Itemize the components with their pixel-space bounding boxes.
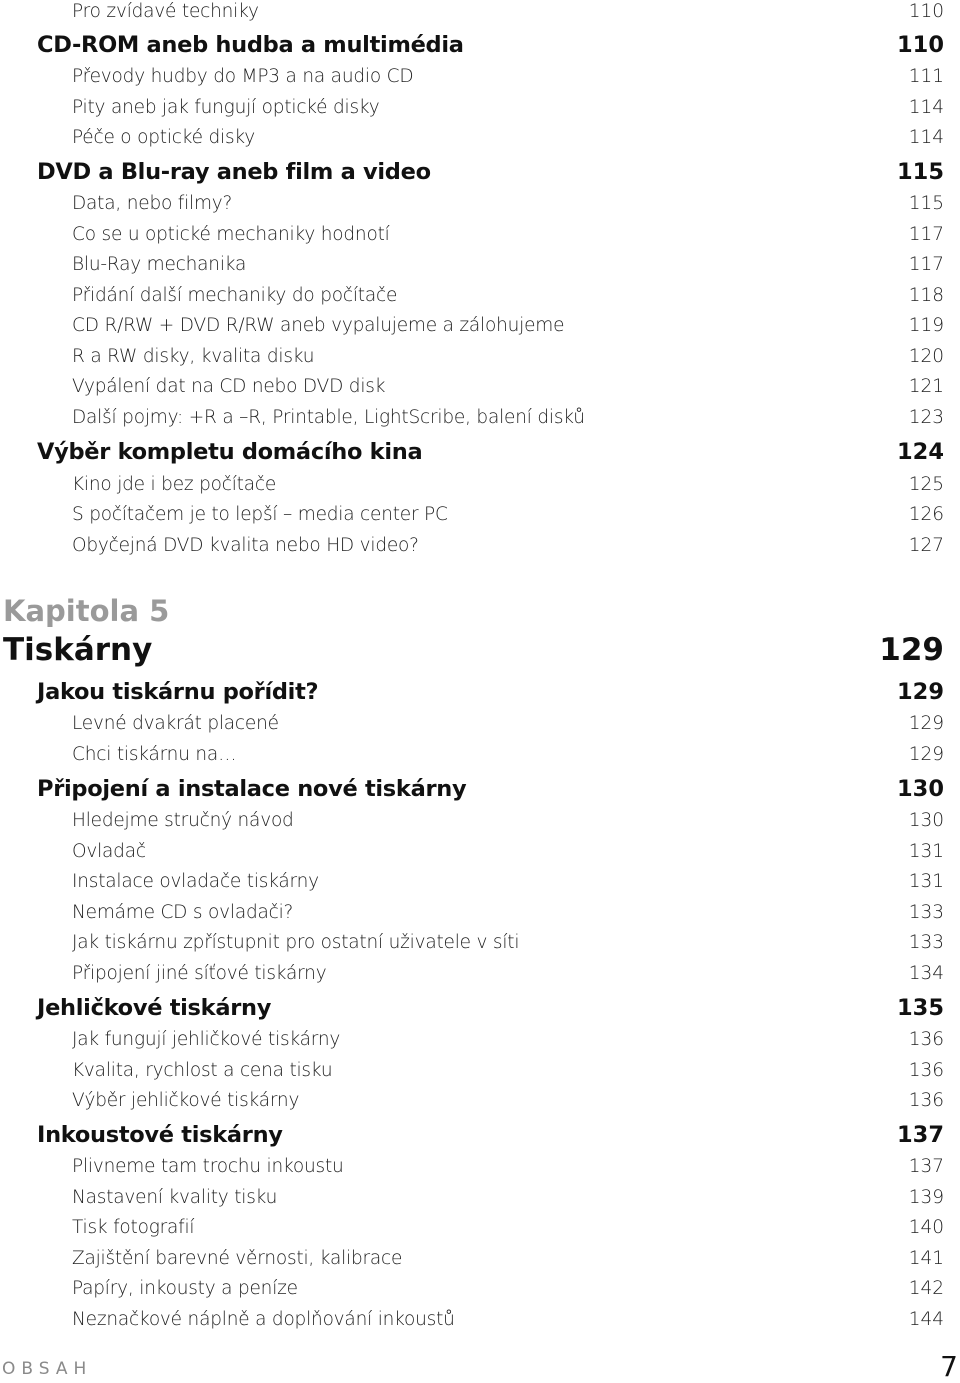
toc-entry-title: Kino jde i bez počítače (72, 474, 276, 495)
toc-section-page: 135 (897, 995, 944, 1021)
toc-entry (0, 962, 944, 986)
toc-entry (0, 931, 944, 955)
toc-entry (0, 1028, 944, 1052)
toc-entry-page: 130 (908, 810, 944, 831)
toc-entry-title: Plivneme tam trochu inkoustu (72, 1156, 344, 1177)
toc-entry (0, 901, 944, 925)
toc-section-title: Jehličkové tiskárny (37, 995, 272, 1021)
toc-entry-page: 131 (908, 871, 944, 892)
toc-entry (0, 1308, 944, 1332)
toc-entry-title: Tisk fotografií (72, 1217, 195, 1238)
toc-entry-page: 119 (908, 315, 944, 336)
toc-entry (0, 809, 944, 833)
toc-section-page: 124 (897, 439, 944, 465)
toc-section (0, 1120, 944, 1150)
toc-entry (0, 223, 944, 247)
toc-section-page: 129 (897, 679, 944, 705)
toc-entry (0, 192, 944, 216)
toc-entry-page: 123 (908, 407, 944, 428)
toc-entry (0, 314, 944, 338)
toc-entry-title: Data, nebo filmy? (72, 193, 233, 214)
toc-entry-page: 136 (908, 1090, 944, 1111)
toc-entry-title: Blu-Ray mechanika (72, 254, 247, 275)
toc-entry-title: Nemáme CD s ovladači? (72, 902, 294, 923)
toc-entry-title: Neznačkové náplně a doplňování inkoustů (72, 1309, 455, 1330)
toc-entry-page: 133 (908, 932, 944, 953)
toc-entry-page: 136 (908, 1060, 944, 1081)
page-number: 7 (940, 1350, 958, 1383)
toc-entry (0, 840, 944, 864)
toc-entry-page: 117 (908, 224, 944, 245)
toc-entry-title: Další pojmy: +R a –R, Printable, LightScribe, balení disků (72, 407, 585, 428)
toc-section (0, 30, 944, 60)
toc-section-page: 130 (897, 776, 944, 802)
toc-entry-page: 114 (908, 97, 944, 118)
toc-entry (0, 1059, 944, 1083)
toc-entry (0, 1089, 944, 1113)
toc-entry (0, 1277, 944, 1301)
toc-entry-title: Vypálení dat na CD nebo DVD disk (72, 376, 386, 397)
toc-entry-page: 115 (908, 193, 944, 214)
toc-entry-title: Převody hudby do MP3 a na audio CD (72, 66, 414, 87)
toc-entry-page: 141 (908, 1248, 944, 1269)
chapter-title-row (0, 630, 944, 670)
toc-entry (0, 1155, 944, 1179)
toc-section-title: Inkoustové tiskárny (37, 1122, 283, 1148)
toc-entry (0, 503, 944, 527)
toc-entry-page: 120 (908, 346, 944, 367)
toc-entry-title: Jak fungují jehličkové tiskárny (72, 1029, 341, 1050)
toc-section (0, 157, 944, 187)
toc-section (0, 774, 944, 804)
toc-section-page: 137 (897, 1122, 944, 1148)
toc-entry (0, 534, 944, 558)
toc-entry-title: S počítačem je to lepší – media center PC (72, 504, 448, 525)
toc-entry-page: 114 (908, 127, 944, 148)
toc-entry-title: Pity aneb jak fungují optické disky (72, 97, 380, 118)
toc-entry (0, 126, 944, 150)
toc-entry (0, 1247, 944, 1271)
toc-entry-page: 133 (908, 902, 944, 923)
toc-entry (0, 375, 944, 399)
chapter-page: 129 (879, 632, 944, 668)
toc-entry-page: 127 (908, 535, 944, 556)
toc-entry-title: Ovladač (72, 841, 146, 862)
toc-entry-title: Pro zvídavé techniky (72, 1, 259, 22)
toc-entry-page: 136 (908, 1029, 944, 1050)
toc-entry-title: CD R/RW + DVD R/RW aneb vypalujeme a zálohujeme (72, 315, 565, 336)
toc-entry (0, 1216, 944, 1240)
toc-entry (0, 406, 944, 430)
toc-section-page: 110 (897, 32, 944, 58)
toc-entry-title: Chci tiskárnu na… (72, 744, 237, 765)
chapter-label: Kapitola 5 (3, 594, 170, 628)
toc-entry-title: Levné dvakrát placené (72, 713, 279, 734)
toc-entry-title: Nastavení kvality tisku (72, 1187, 278, 1208)
toc-entry (0, 1186, 944, 1210)
toc-entry-title: Přidání další mechaniky do počítače (72, 285, 398, 306)
toc-entry-page: 117 (908, 254, 944, 275)
toc-entry-title: Péče o optické disky (72, 127, 255, 148)
toc-entry-page: 129 (908, 713, 944, 734)
toc-section-title: Výběr kompletu domácího kina (37, 439, 423, 465)
toc-entry-page: 140 (908, 1217, 944, 1238)
toc-entry-page: 137 (908, 1156, 944, 1177)
toc-entry-page: 139 (908, 1187, 944, 1208)
toc-entry (0, 473, 944, 497)
toc-entry (0, 870, 944, 894)
toc-entry-page: 118 (908, 285, 944, 306)
toc-section-page: 115 (897, 159, 944, 185)
toc-entry-title: Připojení jiné síťové tiskárny (72, 963, 327, 984)
toc-entry (0, 0, 944, 24)
toc-entry-title: Hledejme stručný návod (72, 810, 294, 831)
toc-entry-page: 144 (908, 1309, 944, 1330)
toc-entry-title: Jak tiskárnu zpřístupnit pro ostatní uživatele v síti (72, 932, 520, 953)
toc-entry-page: 129 (908, 744, 944, 765)
toc-section (0, 677, 944, 707)
toc-section (0, 437, 944, 467)
toc-entry-page: 125 (908, 474, 944, 495)
toc-entry-title: Co se u optické mechaniky hodnotí (72, 224, 390, 245)
toc-entry-title: Obyčejná DVD kvalita nebo HD video? (72, 535, 419, 556)
toc-entry-page: 134 (908, 963, 944, 984)
toc-entry-page: 110 (908, 1, 944, 22)
chapter-title: Tiskárny (3, 632, 153, 668)
toc-section-title: Jakou tiskárnu pořídit? (37, 679, 319, 705)
toc-entry-page: 126 (908, 504, 944, 525)
toc-entry-title: Zajištění barevné věrnosti, kalibrace (72, 1248, 403, 1269)
toc-entry (0, 253, 944, 277)
toc-entry-page: 131 (908, 841, 944, 862)
toc-entry-page: 111 (908, 66, 944, 87)
toc-entry (0, 345, 944, 369)
toc-entry-page: 142 (908, 1278, 944, 1299)
toc-section (0, 993, 944, 1023)
toc-entry-title: Papíry, inkousty a peníze (72, 1278, 298, 1299)
toc-entry-page: 121 (908, 376, 944, 397)
toc-entry (0, 65, 944, 89)
footer-section-label: OBSAH (2, 1359, 93, 1379)
toc-entry-title: R a RW disky, kvalita disku (72, 346, 315, 367)
toc-entry (0, 743, 944, 767)
toc-section-title: Připojení a instalace nové tiskárny (37, 776, 467, 802)
toc-section-title: DVD a Blu-ray aneb film a video (37, 159, 431, 185)
toc-entry-title: Výběr jehličkové tiskárny (72, 1090, 300, 1111)
toc-entry (0, 96, 944, 120)
toc-section-title: CD-ROM aneb hudba a multimédia (37, 32, 464, 58)
toc-entry-title: Kvalita, rychlost a cena tisku (72, 1060, 333, 1081)
toc-entry (0, 712, 944, 736)
toc-entry-title: Instalace ovladače tiskárny (72, 871, 319, 892)
toc-entry (0, 284, 944, 308)
